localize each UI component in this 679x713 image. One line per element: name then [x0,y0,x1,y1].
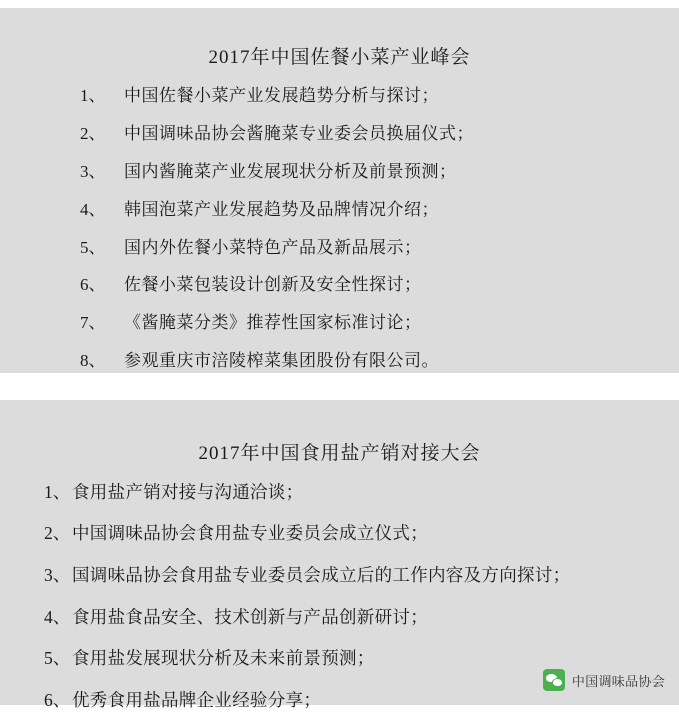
list-item [40,312,639,335]
list-item [40,123,639,146]
list-item [40,85,639,108]
list-item-number: 3、 [44,565,71,586]
list-item-number: 3、 [80,161,106,181]
list-item-text: 食用盐发展现状分析及未来前景预测； [72,648,375,669]
wechat-account-name: 中国调味品协会 [571,673,665,689]
list-item [40,350,639,373]
panel-salt-conference-agenda [0,400,679,710]
list-item-text: 韩国泡菜产业发展趋势及品牌情况介绍； [124,199,439,219]
panel-summit-agenda [0,8,679,373]
list-item-number: 4、 [80,199,106,219]
list-item [40,237,639,260]
list-item-number: 5、 [80,237,106,257]
list-item-number: 2、 [44,523,71,544]
wechat-watermark [543,669,665,691]
panel-title: 2017年中国食用盐产销对接大会 [198,442,481,464]
list-item [26,647,653,671]
wechat-icon [543,669,565,691]
panel-title: 2017年中国佐餐小菜产业峰会 [208,46,471,68]
list-item-text: 《酱腌菜分类》推荐性国家标准讨论； [124,313,422,333]
list-item-text: 优秀食用盐品牌企业经验分享； [72,689,322,710]
list-item-number: 7、 [80,313,106,333]
list-item-text: 佐餐小菜包装设计创新及安全性探讨； [124,275,422,295]
list-item [26,481,653,505]
list-item [26,522,653,546]
list-item-number: 1、 [80,85,106,105]
panel-divider [0,373,679,400]
list-item-text: 国内外佐餐小菜特色产品及新品展示； [124,237,422,257]
list-item-number: 1、 [44,481,71,502]
list-item-number: 4、 [44,606,71,627]
list-item [26,606,653,630]
list-item-text: 食用盐食品安全、技术创新与产品创新研讨； [72,606,428,627]
agenda-list [40,85,639,374]
list-item [40,274,639,297]
list-item [40,161,639,184]
list-item-text: 国内酱腌菜产业发展现状分析及前景预测； [124,161,457,181]
list-item-text: 国调味品协会食用盐专业委员会成立后的工作内容及方向探讨； [72,565,571,586]
list-item [26,689,653,713]
list-item-text: 中国调味品协会食用盐专业委员会成立仪式； [72,523,428,544]
list-item-text: 食用盐产销对接与沟通洽谈； [72,481,304,502]
list-item-number: 2、 [80,123,106,143]
list-item [40,199,639,222]
list-item-number: 8、 [80,351,106,371]
list-item-number: 6、 [44,689,71,710]
list-item-text: 参观重庆市涪陵榨菜集团股份有限公司。 [124,351,439,371]
list-item-number: 6、 [80,275,106,295]
list-item [26,564,653,588]
list-item-text: 中国佐餐小菜产业发展趋势分析与探讨； [124,85,439,105]
list-item-text: 中国调味品协会酱腌菜专业委会员换届仪式； [124,123,474,143]
list-item-number: 5、 [44,648,71,669]
